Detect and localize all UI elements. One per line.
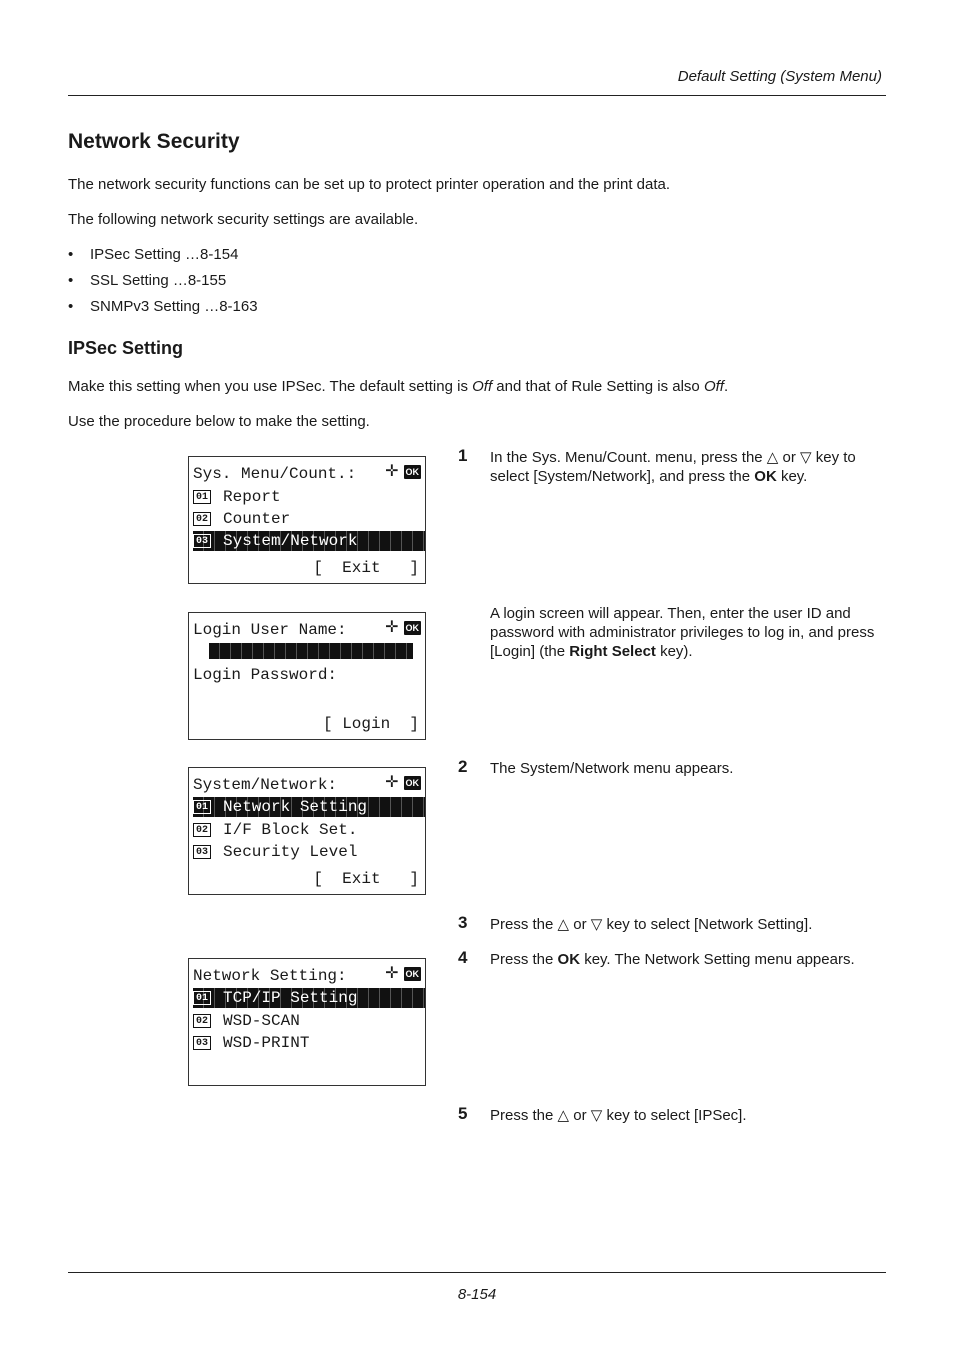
step-2-text: The System/Network menu appears. <box>490 760 734 777</box>
step-number: 3 <box>458 913 468 932</box>
page-number: 8-154 <box>457 1286 497 1303</box>
lcd-title: Login User Name: <box>193 621 347 639</box>
ok-icon: OK <box>405 623 419 633</box>
intro-paragraph-2: The following network security settings are available. <box>68 211 419 228</box>
lcd-screen-sys-menu <box>188 456 426 584</box>
lcd-exit-softkey: [ Exit ] <box>313 559 419 577</box>
lcd-status-icons <box>385 464 421 480</box>
lcd-password-label: Login Password: <box>193 666 338 684</box>
lcd-menu-item: 02 Counter <box>193 509 425 529</box>
lcd-menu-item-selected: 03 System/Network <box>193 531 425 551</box>
ok-icon: OK <box>405 467 419 477</box>
page-header-title: Default Setting (System Menu) <box>677 68 882 85</box>
lcd-title: Sys. Menu/Count.: <box>193 465 357 483</box>
item-number-badge: 01 <box>193 800 211 814</box>
bullet-link-ssl[interactable]: SSL Setting …8-155 <box>90 272 227 289</box>
lcd-status-icons <box>385 775 421 791</box>
ipsec-paragraph-1: Make this setting when you use IPSec. The default setting is Off and that of Rule Setting is also Off. <box>68 378 729 395</box>
item-number-badge: 03 <box>193 845 211 859</box>
step-5-text: Press the △ or ▽ key to select [IPSec]. <box>490 1107 747 1124</box>
ipsec-paragraph-2: Use the procedure below to make the setting. <box>68 413 370 430</box>
lcd-status-icons <box>385 620 421 636</box>
item-number-badge: 02 <box>193 1014 211 1028</box>
footer-rule <box>68 1272 886 1273</box>
lcd-menu-item-selected: 01 Network Setting <box>193 797 425 817</box>
navigation-arrows-icon: ✛ <box>385 774 399 791</box>
item-number-badge: 03 <box>193 534 211 548</box>
bullet-item: • SNMPv3 Setting …8-163 <box>68 298 258 315</box>
item-number-badge: 02 <box>193 512 211 526</box>
ok-icon: OK <box>405 969 419 979</box>
lcd-menu-item: 03 WSD-PRINT <box>193 1033 425 1053</box>
lcd-menu-item: 01 Report <box>193 487 425 507</box>
lcd-menu-item: 02 I/F Block Set. <box>193 820 425 840</box>
step-number: 1 <box>458 446 468 465</box>
step-3-text: Press the △ or ▽ key to select [Network Setting]. <box>490 916 813 933</box>
section-title: Network Security <box>68 130 240 153</box>
item-number-badge: 02 <box>193 823 211 837</box>
bullet-item: • IPSec Setting …8-154 <box>68 246 239 263</box>
bullet-link-snmpv3[interactable]: SNMPv3 Setting …8-163 <box>90 298 258 315</box>
login-username-input <box>209 643 413 659</box>
item-number-badge: 01 <box>193 490 211 504</box>
bullet-item: • SSL Setting …8-155 <box>68 272 227 289</box>
lcd-exit-softkey: [ Exit ] <box>313 870 419 888</box>
lcd-menu-item-selected: 01 TCP/IP Setting <box>193 988 425 1008</box>
item-number-badge: 01 <box>193 991 211 1005</box>
step-number: 4 <box>458 948 468 967</box>
ok-icon: OK <box>405 778 419 788</box>
header-rule <box>68 95 886 96</box>
step-number: 5 <box>458 1104 468 1123</box>
navigation-arrows-icon: ✛ <box>385 965 399 982</box>
navigation-arrows-icon: ✛ <box>385 619 399 636</box>
lcd-menu-item: 03 Security Level <box>193 842 425 862</box>
lcd-login-softkey: [ Login ] <box>322 715 419 733</box>
subsection-title: IPSec Setting <box>68 338 184 358</box>
bullet-link-ipsec[interactable]: IPSec Setting …8-154 <box>90 246 239 263</box>
navigation-arrows-icon: ✛ <box>385 463 399 480</box>
step-1-text: In the Sys. Menu/Count. menu, press the △ or ▽ key to select [System/Network], and press the OK key. <box>490 449 856 485</box>
lcd-title: Network Setting: <box>193 967 347 985</box>
lcd-screen-system-network <box>188 767 426 895</box>
step-4-text: Press the OK key. The Network Setting menu appears. <box>490 951 855 968</box>
lcd-screen-network-setting <box>188 958 426 1086</box>
lcd-menu-item: 02 WSD-SCAN <box>193 1011 425 1031</box>
login-step-text: A login screen will appear. Then, enter the user ID and password with administrator privileges to log in, and press [Login] (the Right Select key). <box>490 605 875 660</box>
item-number-badge: 03 <box>193 1036 211 1050</box>
step-number: 2 <box>458 757 468 776</box>
intro-paragraph-1: The network security functions can be set up to protect printer operation and the print data. <box>68 176 671 193</box>
lcd-title: System/Network: <box>193 776 338 794</box>
lcd-status-icons <box>385 966 421 982</box>
lcd-screen-login <box>188 612 426 740</box>
